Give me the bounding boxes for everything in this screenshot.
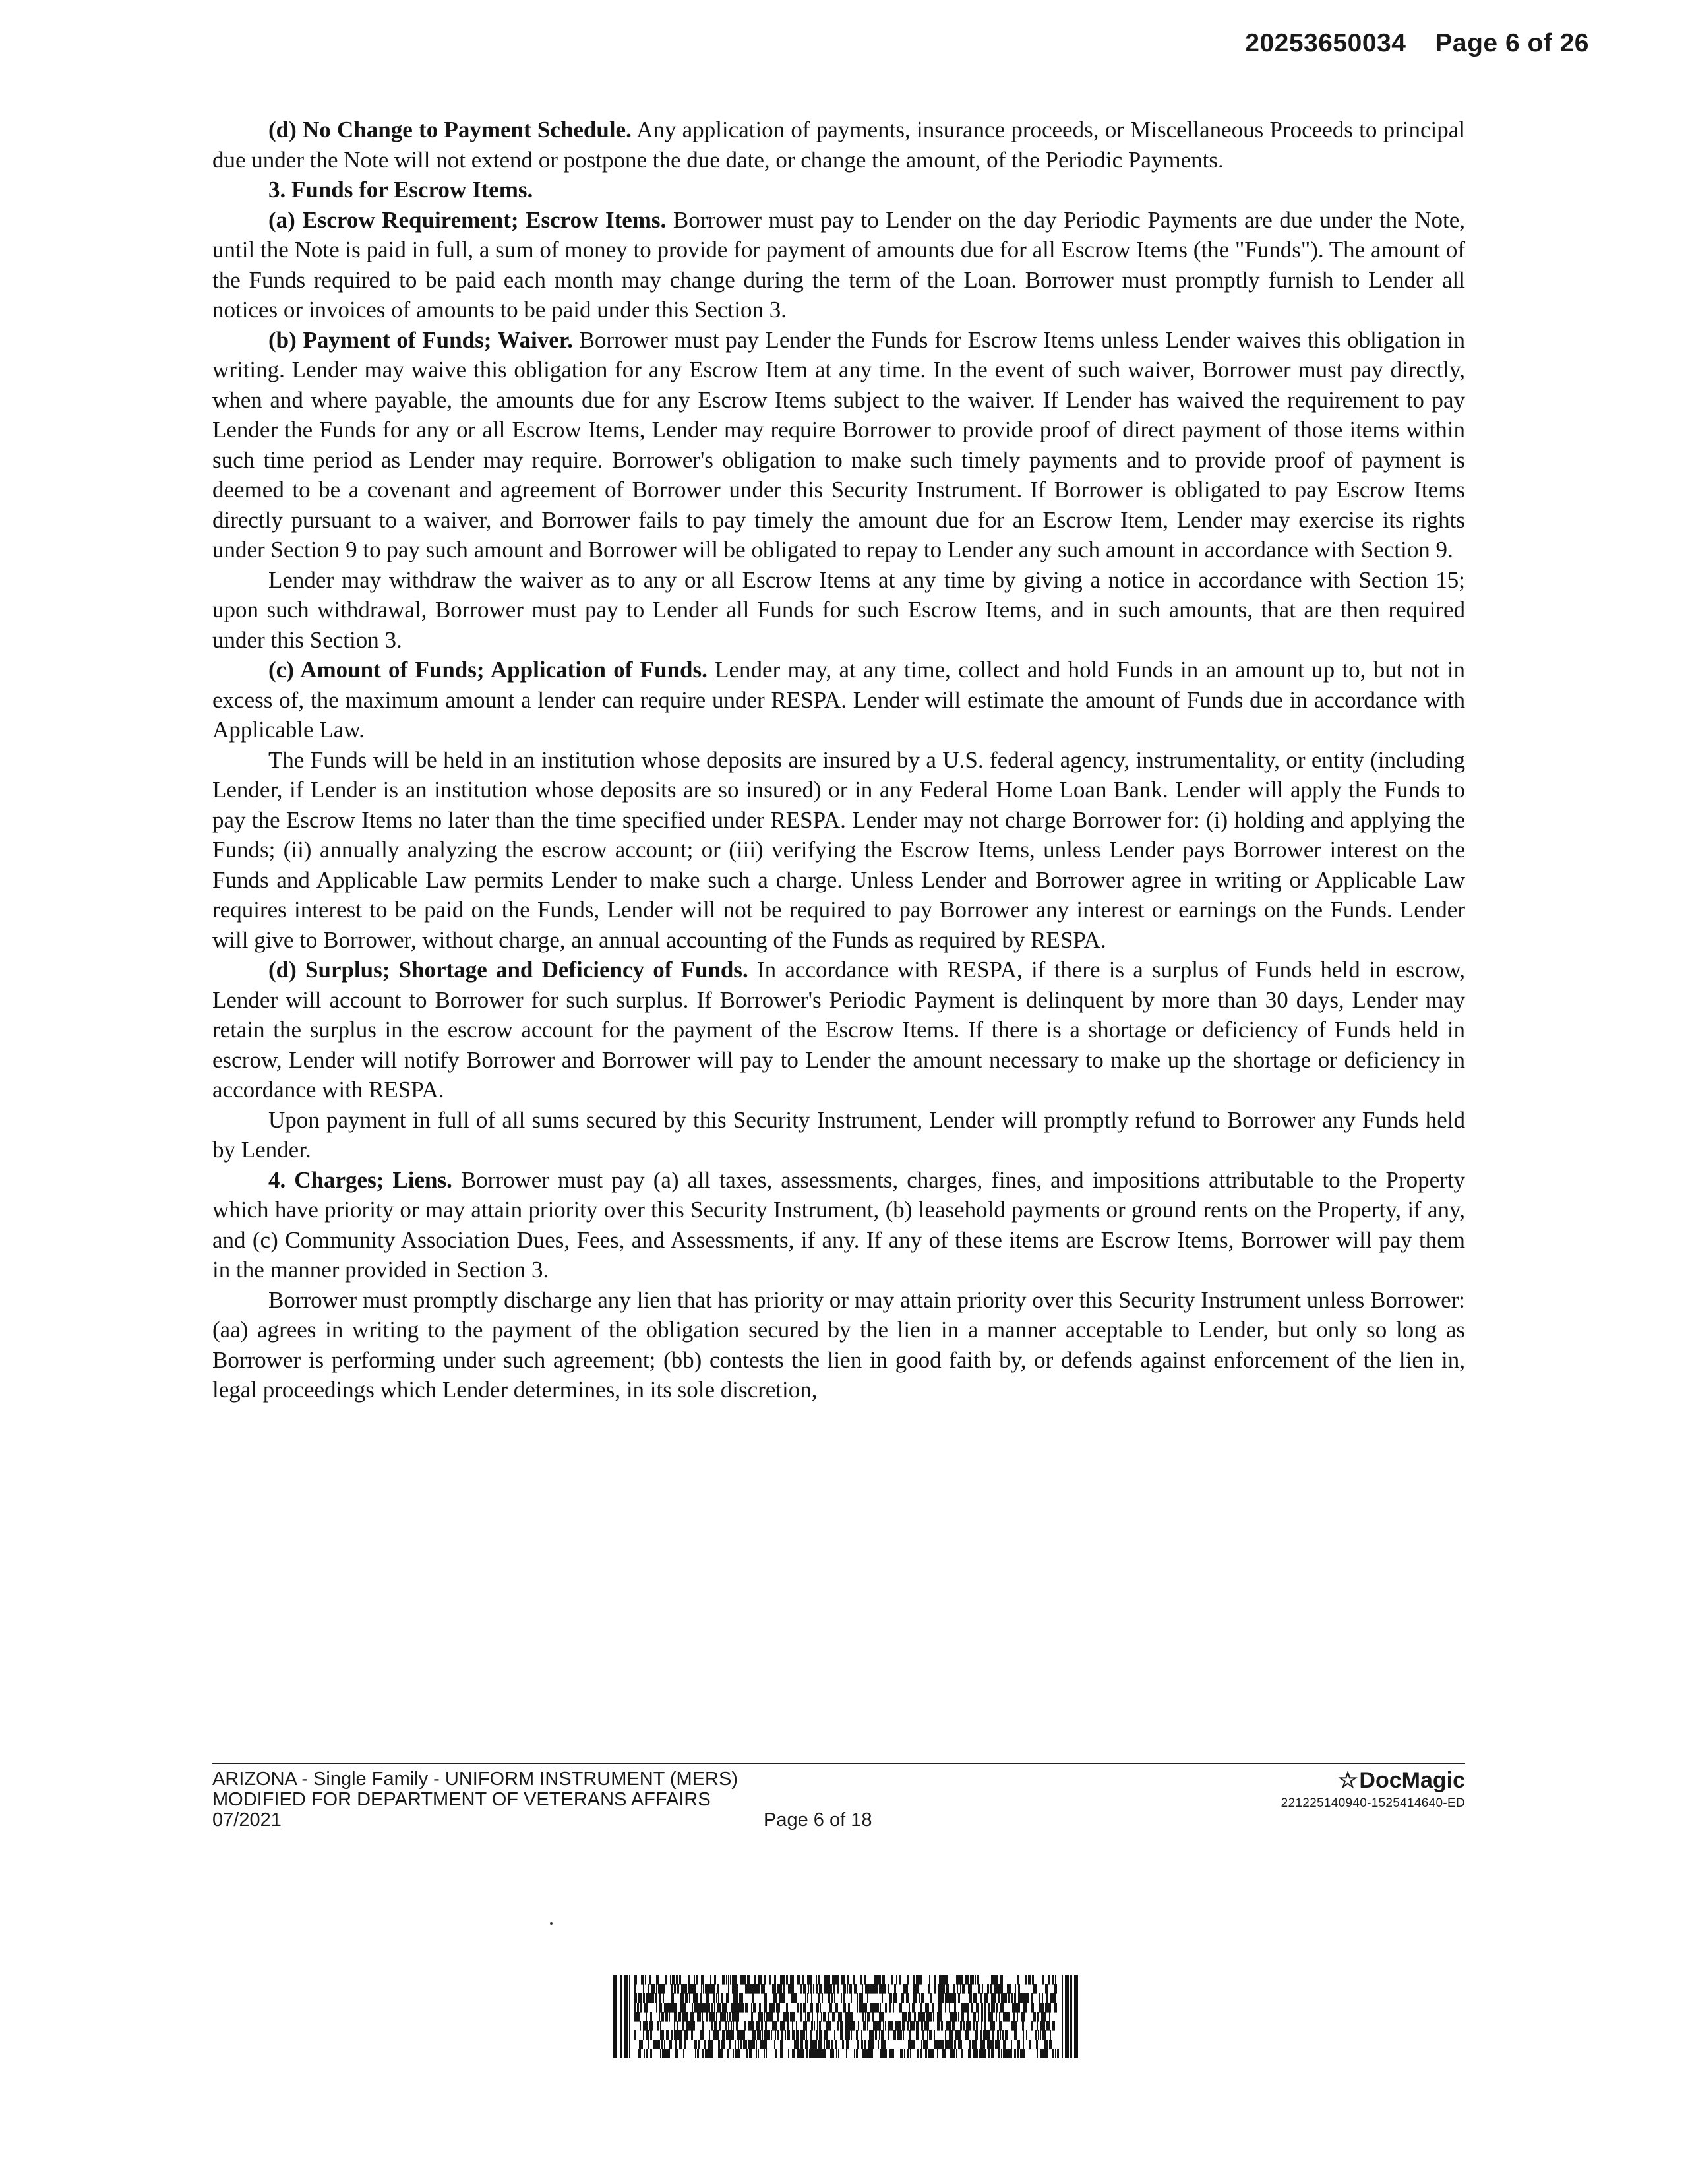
section-heading: (d) No Change to Payment Schedule. [268, 117, 632, 142]
section-3-heading-line [212, 175, 1465, 205]
footer-form-date: 07/2021 [212, 1809, 282, 1831]
footer-page-number: Page 6 of 18 [764, 1809, 872, 1831]
docmagic-brand-name: DocMagic [1359, 1768, 1465, 1793]
paragraph-escrow-requirement [212, 205, 1465, 325]
section-heading: (b) Payment of Funds; Waiver. [268, 326, 573, 353]
docmagic-branding [1281, 1767, 1465, 1811]
section-heading: 3. Funds for Escrow Items. [268, 177, 533, 202]
star-outline-icon: ☆ [1337, 1768, 1358, 1793]
paragraph-surplus-shortage [212, 955, 1465, 1105]
docmagic-logo [1281, 1767, 1465, 1794]
section-heading: (c) Amount of Funds; Application of Funds. [268, 657, 708, 682]
paragraph-text: Borrower must pay Lender the Funds for Escrow Items unless Lender waives this obligation in writing. Lender may waive this obligation for any Escrow Item at any time. In the event of such waiver, Borrower must pay directly, when and where payable, the amounts due for any Escrow Items subject to the waiver. If Lender has waived the requirement to pay Lender the Funds for any or all Escrow Items, Lender may require Borrower to provide proof of direct payment of those items within such time period as Lender may require. Borrower's obligation to make such timely payments and to provide proof of payment is deemed to be a covenant and agreement of Borrower under this Security Instrument. If Borrower is obligated to pay Escrow Items directly pursuant to a waiver, and Borrower fails to pay timely the amount due for an Escrow Item, Lender may exercise its rights under Section 9 to pay such amount and Borrower will be obligated to repay to Lender any such amount in accordance with Section 9. [212, 326, 1465, 562]
paragraph-text: Borrower must pay (a) all taxes, assessments, charges, fines, and impositions attributable to the Property which have priority or may attain priority over this Security Instrument, (b) leasehold payments or ground rents on the Property, if any, and (c) Community Association Dues, Fees, and Assessments, if any. If any of these items are Escrow Items, Borrower will pay them in the manner provided in Section 3. [212, 1167, 1465, 1283]
paragraph-discharge-lien: Borrower must promptly discharge any lien that has priority or may attain priority over this Security Instrument unless Borrower: (aa) agrees in writing to the payment of the obligation secured by the lien in a manner acceptable to Lender, but only so long as Borrower is performing under such agreement; (bb) contests the lien in good faith by, or defends against enforcement of the lien in, legal proceedings which Lender determines, in its sole discretion, [212, 1287, 1465, 1403]
paragraph-no-change-payment-schedule [212, 115, 1465, 175]
paragraph-text: Lender may, at any time, collect and hold Funds in an amount up to, but not in excess of, the maximum amount a lender can require under RESPA. Lender will estimate the amount of Funds due in accordance with Applicable Law. [212, 657, 1465, 743]
paragraph-refund-upon-payment: Upon payment in full of all sums secured by this Security Instrument, Lender will promptly refund to Borrower any Funds held by Lender. [212, 1107, 1465, 1163]
document-body [212, 115, 1465, 1405]
footer-form-info [212, 1769, 1004, 1831]
footer-form-title: ARIZONA - Single Family - UNIFORM INSTRUMENT (MERS) [212, 1769, 738, 1790]
paragraph-amount-of-funds [212, 655, 1465, 745]
paragraph-text: Borrower must pay to Lender on the day Periodic Payments are due under the Note, until the Note is paid in full, a sum of money to provide for payment of amounts due for all Escrow Items (the "Funds"). The amount of the Funds required to be paid each month may change during the term of the Loan. Borrower must promptly furnish to Lender all notices or invoices of amounts to be paid under this Section 3. [212, 206, 1465, 322]
barcode-image [613, 1975, 1079, 2058]
recording-stamp [1245, 29, 1589, 58]
docmagic-document-code: 221225140940-1525414640-ED [1281, 1796, 1465, 1810]
section-heading: (d) Surplus; Shortage and Deficiency of Funds. [268, 957, 748, 983]
paragraph-payment-of-funds-waiver [212, 325, 1465, 565]
paragraph-charges-liens [212, 1165, 1465, 1285]
paragraph-text: Any application of payments, insurance proceeds, or Miscellaneous Proceeds to principal due under the Note will not extend or postpone the due date, or change the amount, of the Periodic Payments. [212, 117, 1465, 173]
recording-page: Page 6 of 26 [1435, 29, 1589, 57]
scan-speck [550, 1922, 553, 1925]
section-heading: 4. Charges; Liens. [268, 1167, 452, 1193]
recording-number: 20253650034 [1245, 29, 1406, 57]
footer-form-modification: MODIFIED FOR DEPARTMENT OF VETERANS AFFAIRS [212, 1789, 711, 1810]
paragraph-text: In accordance with RESPA, if there is a surplus of Funds held in escrow, Lender will account to Borrower for such surplus. If Borrower's Periodic Payment is delinquent by more than 30 days, Lender may retain the surplus in the escrow account for the payment of the Escrow Items. If there is a shortage or deficiency of Funds held in escrow, Lender will notify Borrower and Borrower will pay to Lender the amount necessary to make up the shortage or deficiency in accordance with RESPA. [212, 957, 1465, 1103]
section-heading: (a) Escrow Requirement; Escrow Items. [268, 206, 667, 233]
paragraph-withdraw-waiver: Lender may withdraw the waiver as to any or all Escrow Items at any time by giving a notice in accordance with Section 15; upon such withdrawal, Borrower must pay to Lender all Funds for such Escrow Items, and in such amounts, that are then required under this Section 3. [212, 566, 1465, 653]
footer-divider [212, 1763, 1465, 1764]
paragraph-funds-held-institution: The Funds will be held in an institution whose deposits are insured by a U.S. federal agency, instrumentality, or entity (including Lender, if Lender is an institution whose deposits are so insured) or in any Federal Home Loan Bank. Lender will apply the Funds to pay the Escrow Items no later than the time specified under RESPA. Lender may not charge Borrower for: (i) holding and applying the Funds; (ii) annually analyzing the escrow account; or (iii) verifying the Escrow Items, unless Lender pays Borrower interest on the Funds and Applicable Law permits Lender to make such a charge. Unless Lender and Borrower agree in writing or Applicable Law requires interest to be paid on the Funds, Lender will not be required to pay Borrower any interest or earnings on the Funds. Lender will give to Borrower, without charge, an annual accounting of the Funds as required by RESPA. [212, 746, 1465, 953]
